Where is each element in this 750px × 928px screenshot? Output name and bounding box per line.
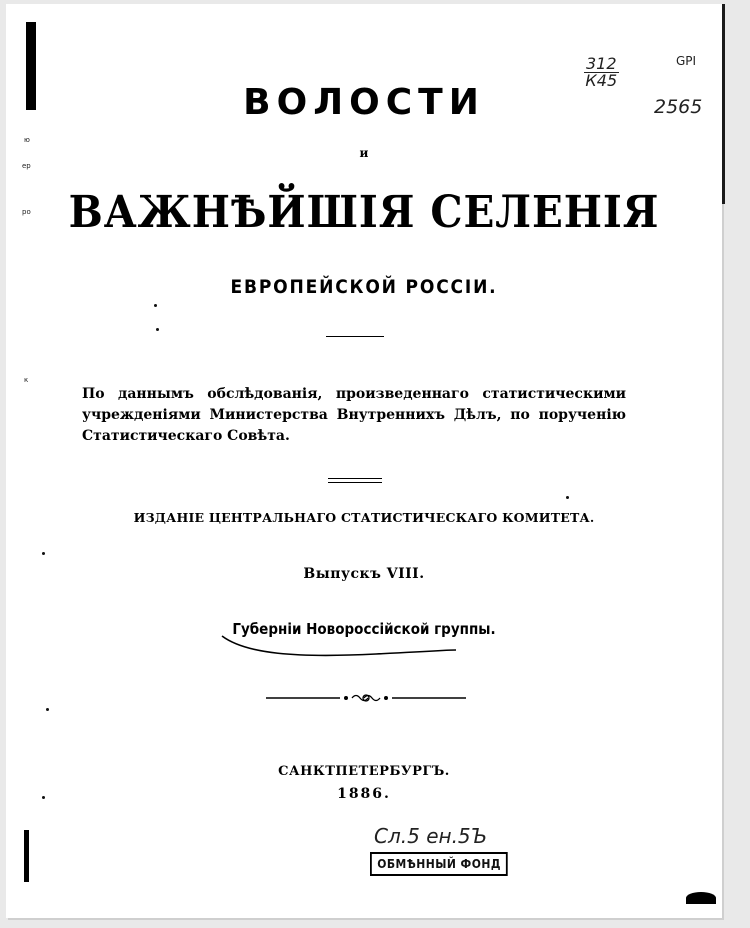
speck [566,496,569,499]
scan-edge-line [722,4,725,204]
title-conjunction: и [359,146,369,160]
speck [156,328,159,331]
library-stamp: ОБМѢННЫЙ ФОНД [370,852,508,876]
library-mark: GPI [676,54,697,68]
edition-line: ИЗДАНІЕ ЦЕНТРАЛЬНАГО СТАТИСТИЧЕСКАГО КОМИТЕТА. [133,510,595,525]
underline-swash-icon [216,632,466,660]
speck [46,708,49,711]
issue-number: Выпускъ VIII. [303,566,425,582]
speck [42,552,45,555]
page-subtitle: ВАЖНѢЙШІЯ СЕЛЕНІЯ [68,187,660,238]
catalog-number [584,56,619,89]
margin-mark: к [24,376,29,384]
margin-mark: ер [22,162,31,170]
document-page [6,4,722,918]
group-heading: Губерніи Новороссійской группы. [232,620,496,638]
margin-mark: ю [24,136,30,144]
imprint-year: 1886. [337,786,391,802]
page-title: ВОЛОСТИ [243,82,485,123]
divider-rule [326,336,384,337]
imprint-city: САНКТПЕТЕРБУРГЪ. [278,764,450,779]
shelf-mark: Сл.5 ен.5Ъ [374,824,488,848]
catalog-number-top: 312 [586,54,617,73]
catalog-number-bottom: К45 [585,71,618,90]
region-heading: ЕВРОПЕЙСКОЙ РОССІИ. [230,276,498,298]
accession-number: 2565 [654,96,703,118]
description-paragraph: По даннымъ обслѣдованія, произведеннаго статистическими учрежденіями Министерства Внутреннихъ Дѣлъ, по порученію Статистическаго Совѣта. [82,386,626,444]
margin-mark: ро [22,208,31,216]
scan-edge-bar-lower [24,830,29,882]
double-divider-rule [328,478,382,483]
ink-blot [686,892,716,904]
ornament-divider-icon [266,690,466,706]
speck [154,304,157,307]
